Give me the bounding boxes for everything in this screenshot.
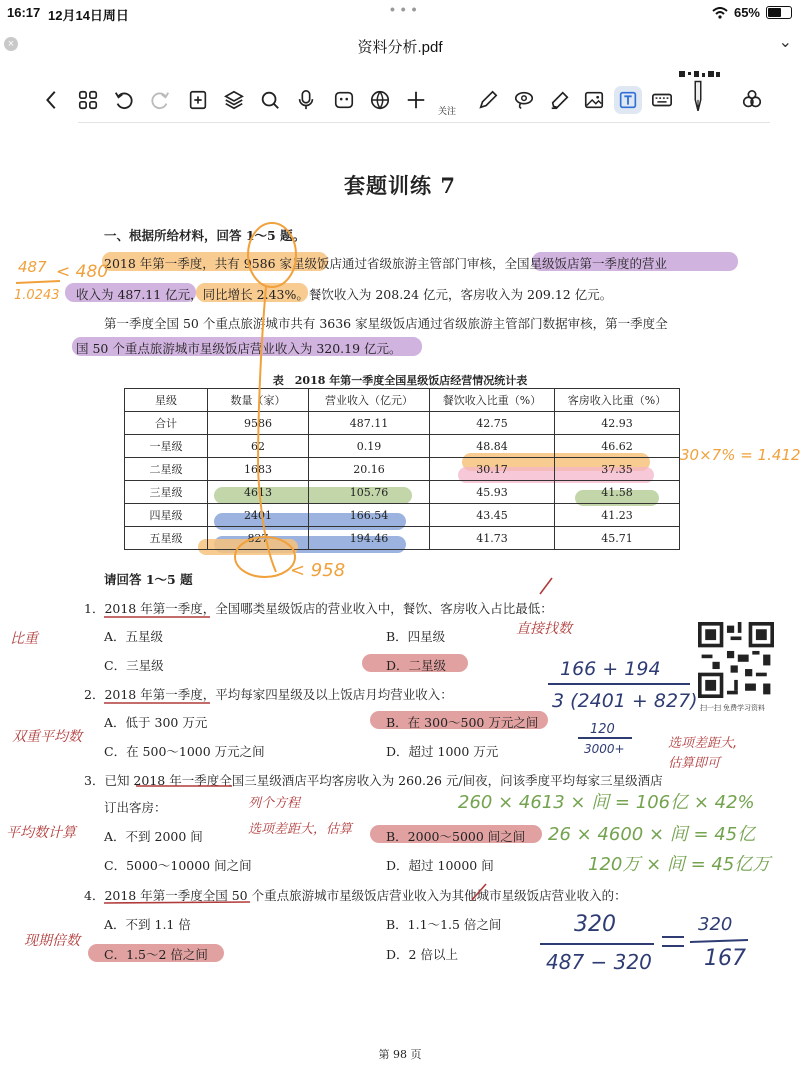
question-4-option-d[interactable]: D．2 倍以上	[386, 947, 458, 962]
question-2-option-d[interactable]: D．超过 1000 万元	[386, 744, 499, 759]
qr-code-icon[interactable]	[698, 622, 774, 698]
table-cell: 487.11	[309, 412, 430, 435]
toolbar-divider	[78, 122, 770, 123]
question-1-option-b[interactable]: B．四星级	[386, 629, 446, 644]
note-estimate-top: 120	[590, 722, 615, 737]
note-equation: 列个方程	[248, 796, 301, 811]
note-sum-top: 166 + 194	[560, 658, 661, 680]
microphone-icon[interactable]	[294, 88, 318, 112]
note-estimate: 估算即可	[668, 756, 721, 771]
table-cell: 四星级	[125, 504, 208, 527]
add-page-icon[interactable]	[186, 88, 210, 112]
search-icon[interactable]	[258, 88, 282, 112]
table-header-row	[125, 389, 680, 412]
question-2-option-b[interactable]: B．在 300～500 万元之间	[386, 715, 539, 730]
table-cell: 41.23	[555, 504, 680, 527]
document-filename[interactable]: 资料分析.pdf	[357, 39, 443, 56]
note-sum-bottom: 3 (2401 + 827)	[552, 690, 698, 712]
table-cell: 五星级	[125, 527, 208, 550]
table-cell: 42.75	[430, 412, 555, 435]
page-number: 第 98 页	[378, 1048, 422, 1061]
question-3-option-b[interactable]: B．2000～5000 间之间	[386, 829, 526, 844]
fountain-pen-icon[interactable]	[686, 78, 710, 118]
paragraph-2-line-1: 第一季度全国 50 个重点旅游城市共有 3636 家星级饭店通过省级旅游主管部门数据审核，第一季度全	[104, 316, 668, 331]
text-tool-icon[interactable]	[614, 86, 642, 114]
note-bizhong: 比重	[10, 631, 38, 647]
note-equation-3: 120万 × 间 = 45亿万	[588, 854, 771, 875]
table-row	[125, 412, 680, 435]
table-cell: 46.62	[555, 435, 680, 458]
note-fraction-bottom: 1.0243	[14, 288, 60, 303]
back-icon[interactable]	[40, 88, 64, 112]
collaborate-icon[interactable]	[740, 88, 764, 112]
keyboard-icon[interactable]	[650, 88, 674, 112]
question-1-option-a[interactable]: A．五星级	[104, 629, 164, 644]
wifi-icon	[712, 7, 728, 19]
table-cell: 1683	[208, 458, 309, 481]
table-cell: 9586	[208, 412, 309, 435]
note-direct-lookup: 直接找数	[516, 621, 572, 637]
follow-label[interactable]: 关注	[438, 106, 457, 116]
grid-icon[interactable]	[76, 88, 100, 112]
note-average-calc: 平均数计算	[6, 825, 76, 841]
table-cell: 2401	[208, 504, 309, 527]
undo-icon[interactable]	[112, 88, 136, 112]
question-1-option-d[interactable]: D．二星级	[386, 658, 447, 673]
table-cell: 166.54	[309, 504, 430, 527]
image-icon[interactable]	[582, 88, 606, 112]
note-less-than-958: < 958	[290, 560, 346, 581]
note-estimate-bottom: 3000+	[584, 742, 625, 756]
table-cell: 194.46	[309, 527, 430, 550]
question-3-option-c[interactable]: C．5000～10000 间之间	[104, 858, 252, 873]
document-title-bar	[0, 30, 800, 60]
battery-fill	[768, 8, 781, 17]
note-equation-2: 26 × 4600 × 间 = 45亿	[548, 824, 756, 845]
question-4-option-c[interactable]: C．1.5～2 倍之间	[104, 947, 208, 962]
layers-icon[interactable]	[222, 88, 246, 112]
battery-icon	[766, 6, 792, 19]
table-header: 星级	[125, 389, 208, 412]
table-cell: 三星级	[125, 481, 208, 504]
document-page	[0, 130, 800, 1069]
table-cell: 0.19	[309, 435, 430, 458]
note-double-average: 双重平均数	[12, 729, 82, 745]
table-cell: 41.73	[430, 527, 555, 550]
table-row	[125, 458, 680, 481]
table-cell: 二星级	[125, 458, 208, 481]
lasso-icon[interactable]	[512, 88, 536, 112]
page-title: 套题训练 7	[344, 173, 456, 198]
question-3-stem: 3．已知 2018 年一季度全国三星级酒店平均客房收入为 260.26 元/间夜，问该季度平均每家三星级酒店	[84, 773, 663, 788]
table-header: 数量（家）	[208, 389, 309, 412]
table-caption: 表 2018 年第一季度全国星级饭店经营情况统计表	[272, 374, 528, 387]
table-cell: 20.16	[309, 458, 430, 481]
table-header: 营业收入（亿元）	[309, 389, 430, 412]
globe-icon[interactable]	[368, 88, 392, 112]
plus-icon[interactable]	[404, 88, 428, 112]
question-2-option-c[interactable]: C．在 500～1000 万元之间	[104, 744, 265, 759]
question-2-option-a[interactable]: A．低于 300 万元	[104, 715, 208, 730]
table-row	[125, 504, 680, 527]
table-cell: 827	[208, 527, 309, 550]
close-icon[interactable]: ×	[4, 37, 18, 51]
question-2-stem: 2．2018 年第一季度，平均每家四星级及以上饭店月均营业收入：	[84, 687, 453, 702]
sticker-icon[interactable]	[332, 88, 356, 112]
table-cell: 42.93	[555, 412, 680, 435]
table-cell: 43.45	[430, 504, 555, 527]
status-date: 12月14日周日	[48, 8, 129, 23]
note-q4-frac-top: 320	[574, 912, 616, 937]
multitask-dots-icon[interactable]: • • •	[390, 1, 418, 17]
pen-icon[interactable]	[476, 88, 500, 112]
paragraph-1-line-2: 收入为 487.11 亿元，同比增长 2.43%。餐饮收入为 208.24 亿元，客房收入为 209.12 亿元。	[76, 287, 613, 302]
question-1-option-c[interactable]: C．三星级	[104, 658, 164, 673]
table-cell: 41.58	[555, 481, 680, 504]
section-heading: 一、根据所给材料，回答 1～5 题。	[104, 228, 306, 243]
table-row	[125, 481, 680, 504]
note-gap-large: 选项差距大,	[668, 736, 738, 751]
questions-prompt: 请回答 1～5 题	[104, 572, 193, 587]
question-3-option-a[interactable]: A．不到 2000 间	[104, 829, 203, 844]
note-calc-table: 30×7% = 1.412	[680, 446, 800, 464]
note-q4-result-bottom: 167	[704, 946, 746, 971]
status-time: 16:17	[7, 5, 41, 20]
question-4-option-b[interactable]: B．1.1～1.5 倍之间	[386, 917, 502, 932]
question-3-option-d[interactable]: D．超过 10000 间	[386, 858, 494, 873]
redo-icon[interactable]	[148, 88, 172, 112]
question-4-stem: 4．2018 年第一季度全国 50 个重点旅游城市星级饭店营业收入为其他城市星级饭店营业收入的：	[84, 888, 627, 903]
hotel-statistics-table	[124, 388, 680, 550]
note-fraction-top: 487	[18, 258, 47, 276]
question-3-stem-continued: 订出客房：	[104, 800, 167, 815]
note-equation-1: 260 × 4613 × 间 = 106亿 × 42%	[458, 792, 755, 813]
table-cell: 48.84	[430, 435, 555, 458]
question-4-option-a[interactable]: A．不到 1.1 倍	[104, 917, 191, 932]
note-gap-estimate: 选项差距大，估算	[248, 822, 353, 837]
note-q4-frac-bottom: 487 − 320	[546, 950, 652, 974]
table-cell: 4613	[208, 481, 309, 504]
note-q4-result-top: 320	[698, 914, 733, 935]
paragraph-1-line-1: 2018 年第一季度，共有 9586 家星级饭店通过省级旅游主管部门审核，全国星级饭店第一季度的营业	[104, 256, 668, 271]
qr-caption: 扫一扫 免费学习资料	[700, 705, 765, 712]
chevron-down-icon[interactable]: ⌄	[778, 34, 792, 51]
table-row	[125, 435, 680, 458]
note-less-than-480: < 480	[56, 262, 109, 282]
table-cell: 62	[208, 435, 309, 458]
table-header: 客房收入比重（%）	[555, 389, 680, 412]
battery-percent: 65%	[733, 5, 760, 20]
status-bar	[0, 0, 800, 26]
question-1-stem: 1．2018 年第一季度，全国哪类星级饭店的营业收入中，餐饮、客房收入占比最低：	[84, 601, 553, 616]
table-cell: 一星级	[125, 435, 208, 458]
table-cell: 105.76	[309, 481, 430, 504]
note-current-multiple: 现期倍数	[24, 933, 80, 949]
table-row	[125, 527, 680, 550]
paragraph-2-line-2: 国 50 个重点旅游城市星级饭店营业收入为 320.19 亿元。	[76, 341, 402, 356]
table-cell: 45.93	[430, 481, 555, 504]
table-cell: 合计	[125, 412, 208, 435]
table-cell: 30.17	[430, 458, 555, 481]
table-cell: 37.35	[555, 458, 680, 481]
table-header: 餐饮收入比重（%）	[430, 389, 555, 412]
table-cell: 45.71	[555, 527, 680, 550]
highlighter-icon[interactable]	[548, 88, 572, 112]
